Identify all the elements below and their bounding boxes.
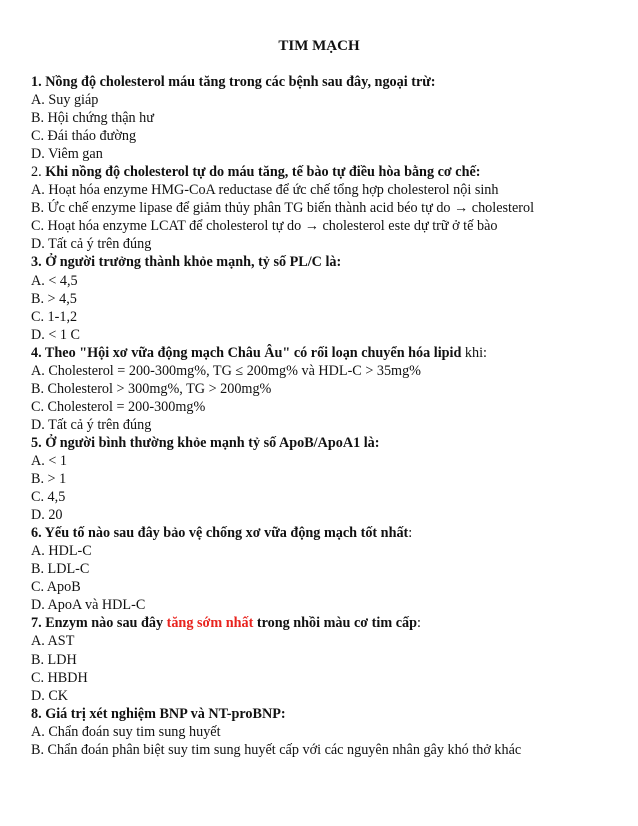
q7-option-a: A. AST <box>31 633 75 650</box>
q7-text-end: trong nhồi màu cơ tim cấp <box>253 615 417 632</box>
q1-option-a: A. Suy giáp <box>31 92 99 109</box>
question-2 <box>31 163 631 181</box>
question-8: 8. Giá trị xét nghiệm BNP và NT-proBNP: <box>31 705 286 722</box>
q4-option-b: B. Cholesterol > 300mg%, TG > 200mg% <box>31 380 272 397</box>
q6-text: 6. Yếu tố nào sau đây bảo vệ chống xơ vữa động mạch tốt nhất <box>31 525 409 542</box>
question-1: 1. Nồng độ cholesterol máu tăng trong các bệnh sau đây, ngoại trừ: <box>31 74 436 90</box>
question-5: 5. Ở người bình thường khỏe mạnh tỷ số ApoB/ApoA1 là: <box>31 434 380 451</box>
q1-option-b: B. Hội chứng thận hư <box>31 110 154 127</box>
q2-text: Khi nồng độ cholesterol tự do máu tăng, tế bào tự điều hòa bằng cơ chế: <box>45 164 481 181</box>
q7-option-c: C. HBDH <box>31 669 88 686</box>
q2-option-c: C. Hoạt hóa enzyme LCAT để cholesterol tự do → cholesterol este dự trữ ở tế bào <box>31 218 498 235</box>
q5-option-d: D. 20 <box>31 507 63 524</box>
q6-option-b: B. LDL-C <box>31 561 90 578</box>
q3-option-b: B. > 4,5 <box>31 290 77 307</box>
question-7 <box>31 614 631 632</box>
q6-option-c: C. ApoB <box>31 579 81 596</box>
q6-option-d: D. ApoA và HDL-C <box>31 597 146 614</box>
q8-option-b: B. Chẩn đoán phân biệt suy tim sung huyết cấp với các nguyên nhân gây khó thở khác <box>31 741 522 758</box>
q5-option-b: B. > 1 <box>31 471 67 488</box>
q4-option-c: C. Cholesterol = 200-300mg% <box>31 398 206 415</box>
q2-number: 2. <box>31 164 42 181</box>
q4-tail: khi: <box>461 344 487 361</box>
q1-option-c: C. Đái tháo đường <box>31 128 137 145</box>
q4-text: 4. Theo "Hội xơ vữa động mạch Châu Âu" có rối loạn chuyển hóa lipid <box>31 344 462 361</box>
q3-option-a: A. < 4,5 <box>31 272 78 289</box>
q5-option-a: A. < 1 <box>31 452 67 469</box>
q2-option-b: B. Ức chế enzyme lipase để giảm thủy phân TG biến thành acid béo tự do → cholesterol <box>31 200 535 217</box>
question-3: 3. Ở người trưởng thành khỏe mạnh, tỷ số PL/C là: <box>31 254 342 271</box>
q7-text-start: 7. Enzym nào sau đây <box>31 615 167 632</box>
page-title: TIM MẠCH <box>278 38 360 54</box>
q1-option-d: D. Viêm gan <box>31 146 103 163</box>
q7-highlight: tăng sớm nhất <box>166 615 254 632</box>
q2-option-a: A. Hoạt hóa enzyme HMG-CoA reductase để ức chế tổng hợp cholesterol nội sinh <box>31 182 499 199</box>
q2-option-d: D. Tất cả ý trên đúng <box>31 236 152 253</box>
q7-option-d: D. CK <box>31 687 69 704</box>
q5-option-c: C. 4,5 <box>31 489 66 506</box>
q4-option-a: A. Cholesterol = 200-300mg%, TG ≤ 200mg% và HDL-C > 35mg% <box>31 362 421 379</box>
q7-option-b: B. LDH <box>31 651 77 668</box>
q8-option-a: A. Chẩn đoán suy tim sung huyết <box>31 723 221 740</box>
question-list <box>31 73 631 759</box>
question-4 <box>31 344 631 362</box>
question-6 <box>31 524 631 542</box>
q6-option-a: A. HDL-C <box>31 543 92 560</box>
q4-option-d: D. Tất cả ý trên đúng <box>31 416 152 433</box>
q6-tail: : <box>408 525 413 542</box>
q7-tail: : <box>416 615 421 632</box>
q3-option-d: D. < 1 C <box>31 326 80 343</box>
q3-option-c: C. 1-1,2 <box>31 308 78 325</box>
